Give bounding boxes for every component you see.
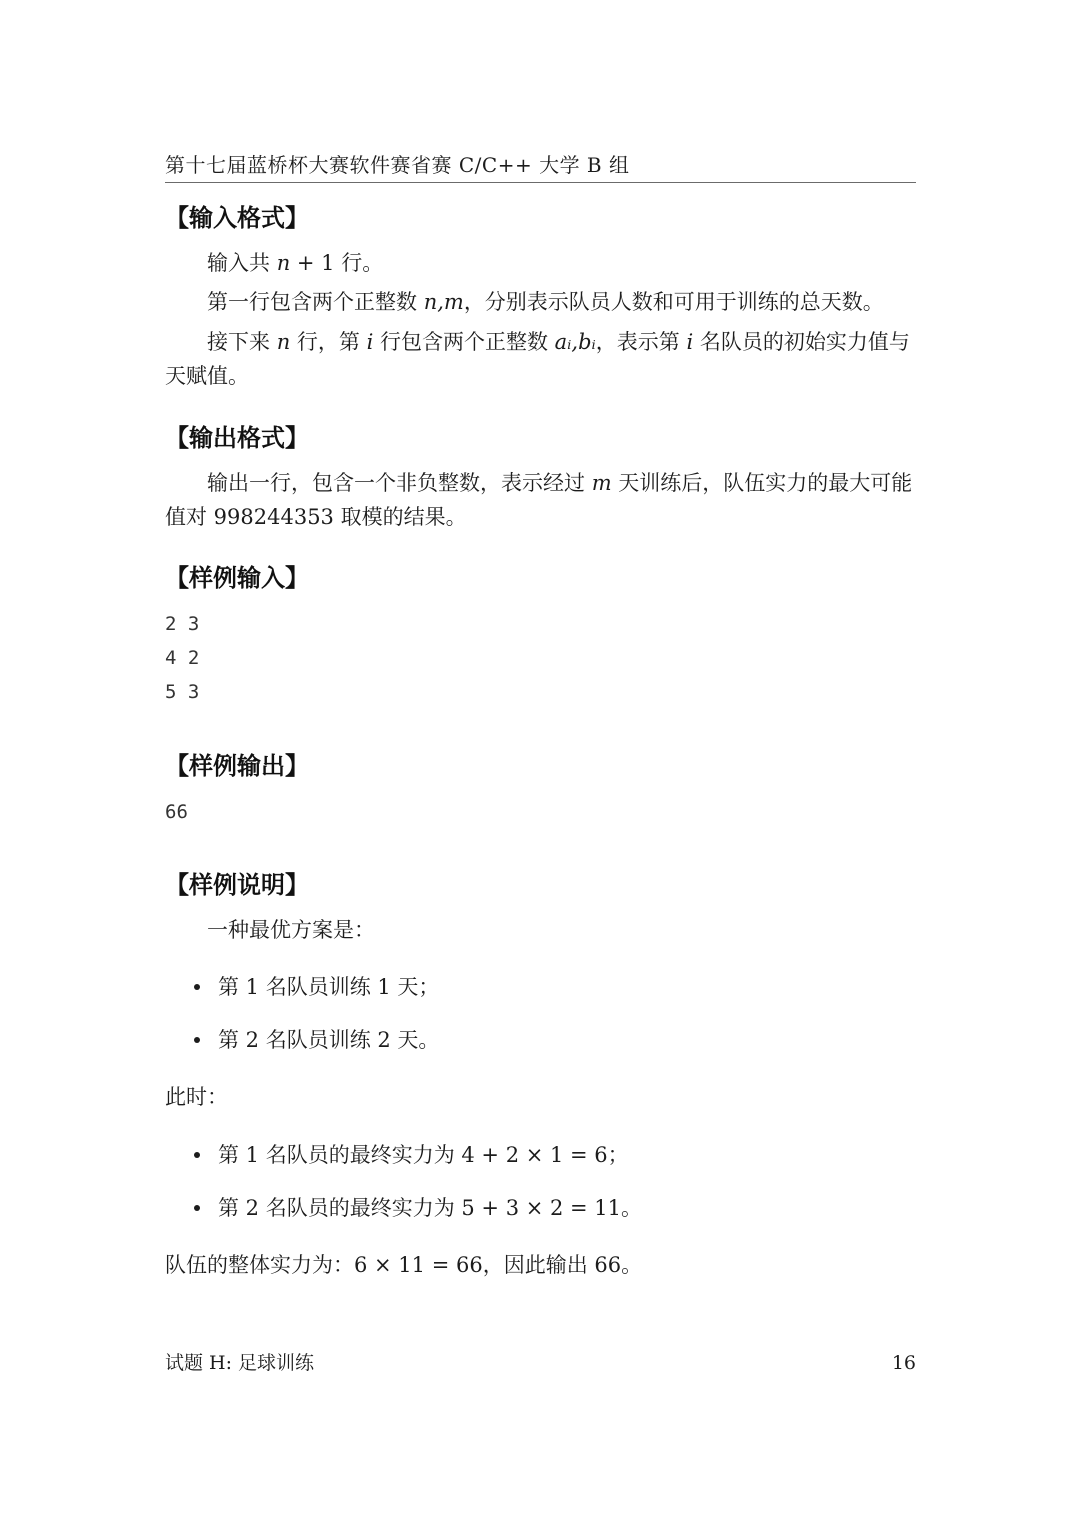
result-item — [194, 1191, 642, 1225]
footer-problem-title: 试题 H: 足球训练 — [165, 1352, 315, 1374]
plan-item-text: 第 1 名队员训练 1 天； — [218, 975, 440, 999]
page-number: 16 — [891, 1352, 916, 1374]
input-line-3: 接下来 n 行，第 i 行包含两个正整数 aᵢ,bᵢ，表示第 i 名队员的初始实力值与天赋值。 — [165, 330, 910, 388]
page-footer — [165, 1348, 916, 1378]
bullet-icon — [194, 1152, 200, 1158]
sample-explain-heading: 【样例说明】 — [165, 871, 309, 899]
header-title: 第十七届蓝桥杯大赛软件赛省赛 C/C++ 大学 B 组 — [165, 153, 630, 177]
explain-conclusion: 队伍的整体实力为：6 × 11 = 66，因此输出 66。 — [165, 1253, 643, 1277]
explain-now: 此时： — [165, 1085, 228, 1109]
bullet-icon — [194, 984, 200, 990]
sample-input-line: 5 3 — [165, 681, 200, 703]
output-format-heading: 【输出格式】 — [165, 424, 309, 452]
bullet-icon — [194, 1037, 200, 1043]
sample-input-line: 4 2 — [165, 647, 200, 669]
result-item — [194, 1138, 629, 1172]
plan-item-text: 第 2 名队员训练 2 天。 — [218, 1028, 440, 1052]
plan-item — [194, 970, 439, 1004]
input-line-2: 第一行包含两个正整数 n,m，分别表示队员人数和可用于训练的总天数。 — [207, 290, 884, 314]
sample-output-value: 66 — [165, 801, 188, 823]
page-header — [165, 148, 916, 183]
plan-item — [194, 1023, 439, 1057]
bullet-icon — [194, 1205, 200, 1211]
input-format-heading: 【输入格式】 — [165, 204, 309, 232]
result-item-text: 第 2 名队员的最终实力为 5 + 3 × 2 = 11。 — [218, 1196, 643, 1220]
explain-intro: 一种最优方案是： — [207, 918, 375, 942]
result-item-text: 第 1 名队员的最终实力为 4 + 2 × 1 = 6； — [218, 1143, 629, 1167]
output-desc: 输出一行，包含一个非负整数，表示经过 m 天训练后，队伍实力的最大可能值对 998244353 取模的结果。 — [165, 471, 913, 529]
sample-input-heading: 【样例输入】 — [165, 564, 309, 592]
input-line-1: 输入共 n + 1 行。 — [207, 251, 384, 275]
sample-output-heading: 【样例输出】 — [165, 752, 309, 780]
sample-input-line: 2 3 — [165, 613, 200, 635]
